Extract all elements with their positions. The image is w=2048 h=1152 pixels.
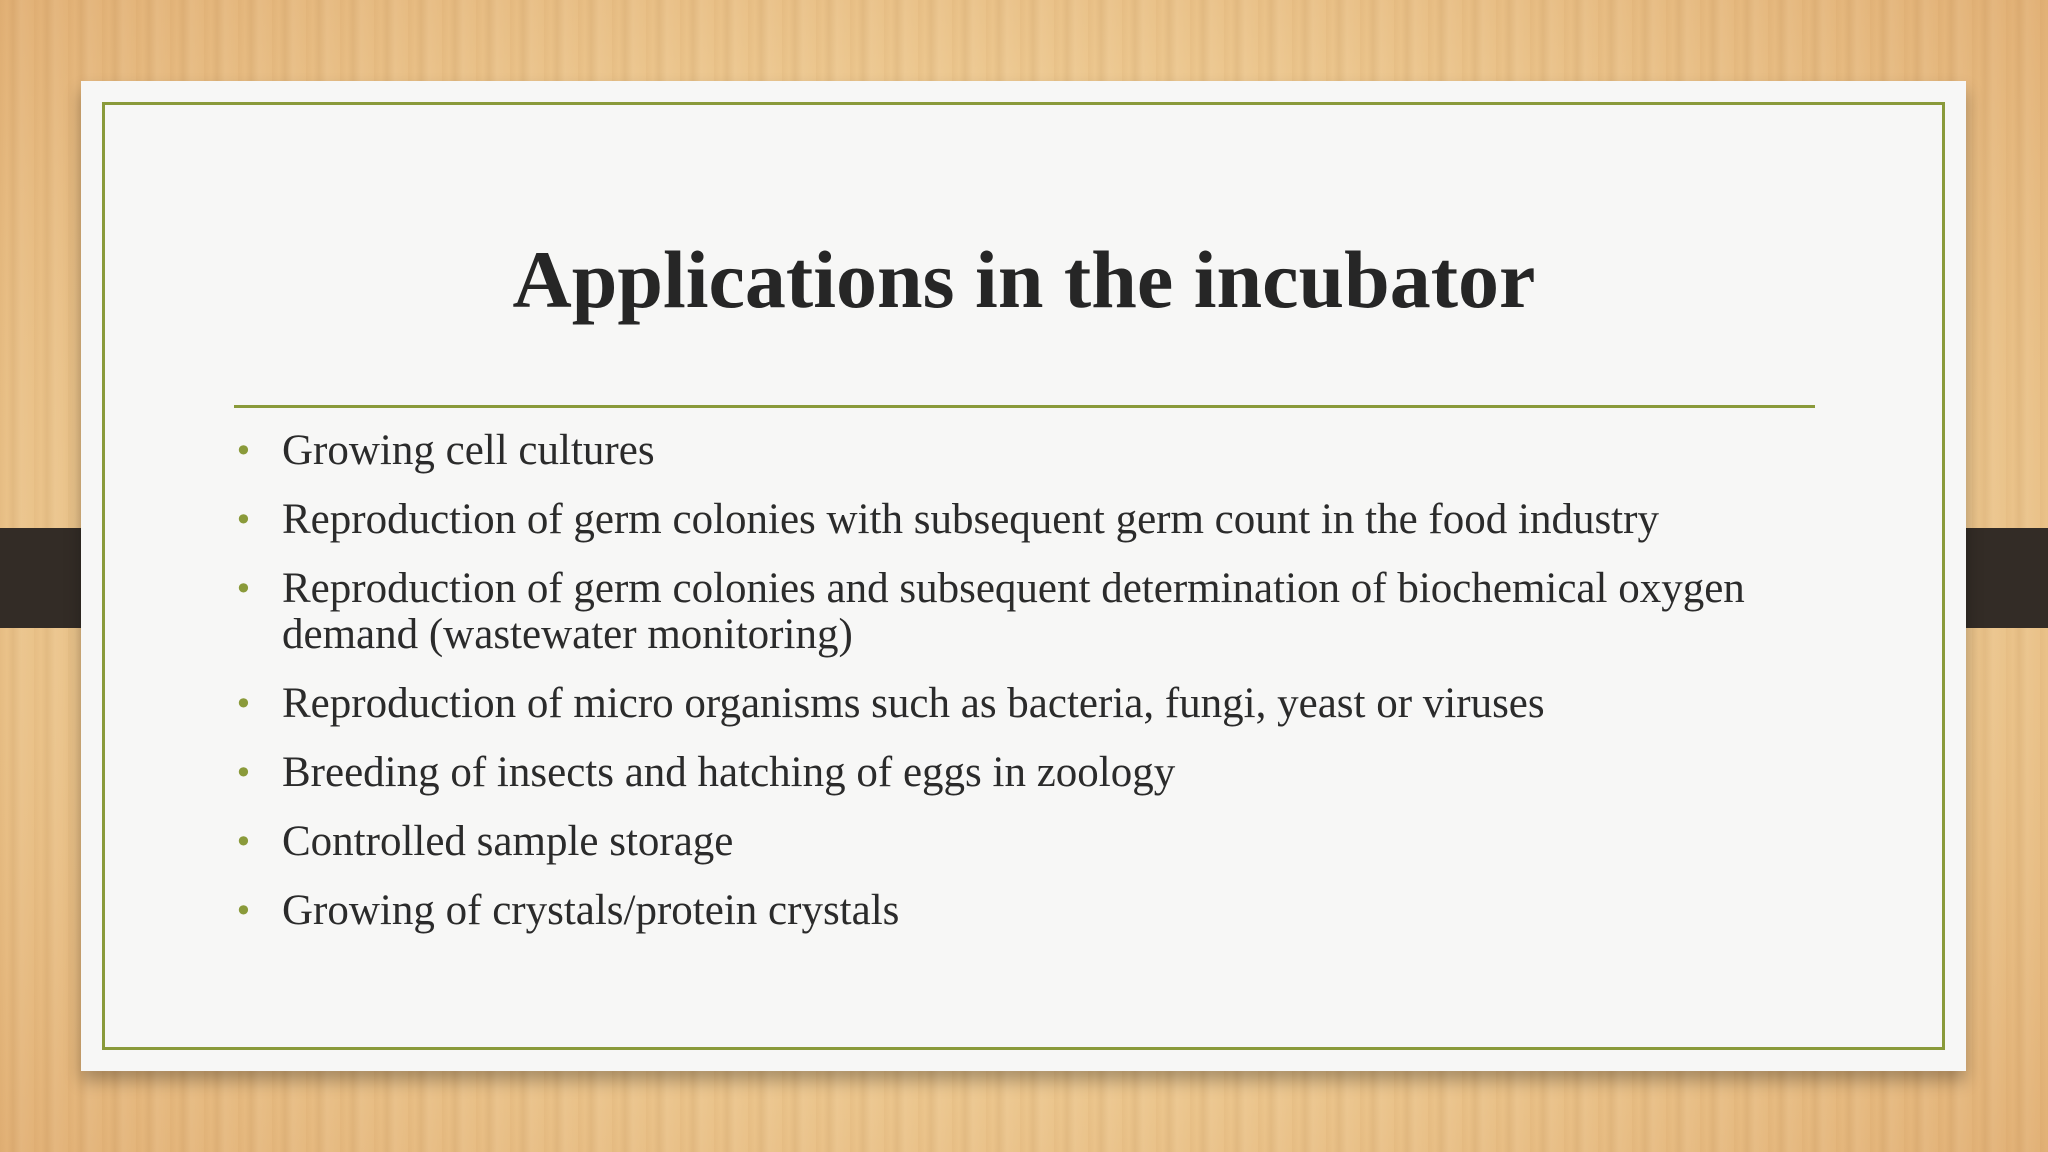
list-item	[234, 819, 1834, 865]
bullet-icon: •	[234, 823, 253, 861]
list-item	[234, 888, 1834, 934]
bullet-icon: •	[234, 892, 253, 930]
list-item-text: Breeding of insects and hatching of eggs in zoology	[282, 749, 1176, 796]
bullet-icon: •	[234, 432, 253, 470]
list-item	[234, 428, 1834, 474]
bullet-icon: •	[234, 685, 253, 723]
list-item	[234, 681, 1834, 727]
list-item-text: Reproduction of micro organisms such as bacteria, fungi, yeast or viruses	[282, 680, 1545, 727]
bullet-list	[234, 428, 1834, 957]
list-item-text: Reproduction of germ colonies with subsequent germ count in the food industry	[282, 496, 1659, 543]
bullet-icon: •	[234, 570, 253, 608]
bullet-icon: •	[234, 754, 253, 792]
list-item-text: Growing of crystals/protein crystals	[282, 887, 900, 934]
title-divider	[234, 405, 1815, 408]
slide-title: Applications in the incubator	[512, 234, 1536, 325]
list-item-text: Growing cell cultures	[282, 427, 655, 474]
list-item	[234, 497, 1834, 543]
list-item-text: Reproduction of germ colonies and subsequent determination of biochemical oxygen demand (wastewater monitoring)	[282, 565, 1745, 658]
bullet-icon: •	[234, 501, 253, 539]
list-item	[234, 750, 1834, 796]
list-item	[234, 566, 1834, 658]
list-item-text: Controlled sample storage	[282, 818, 734, 865]
